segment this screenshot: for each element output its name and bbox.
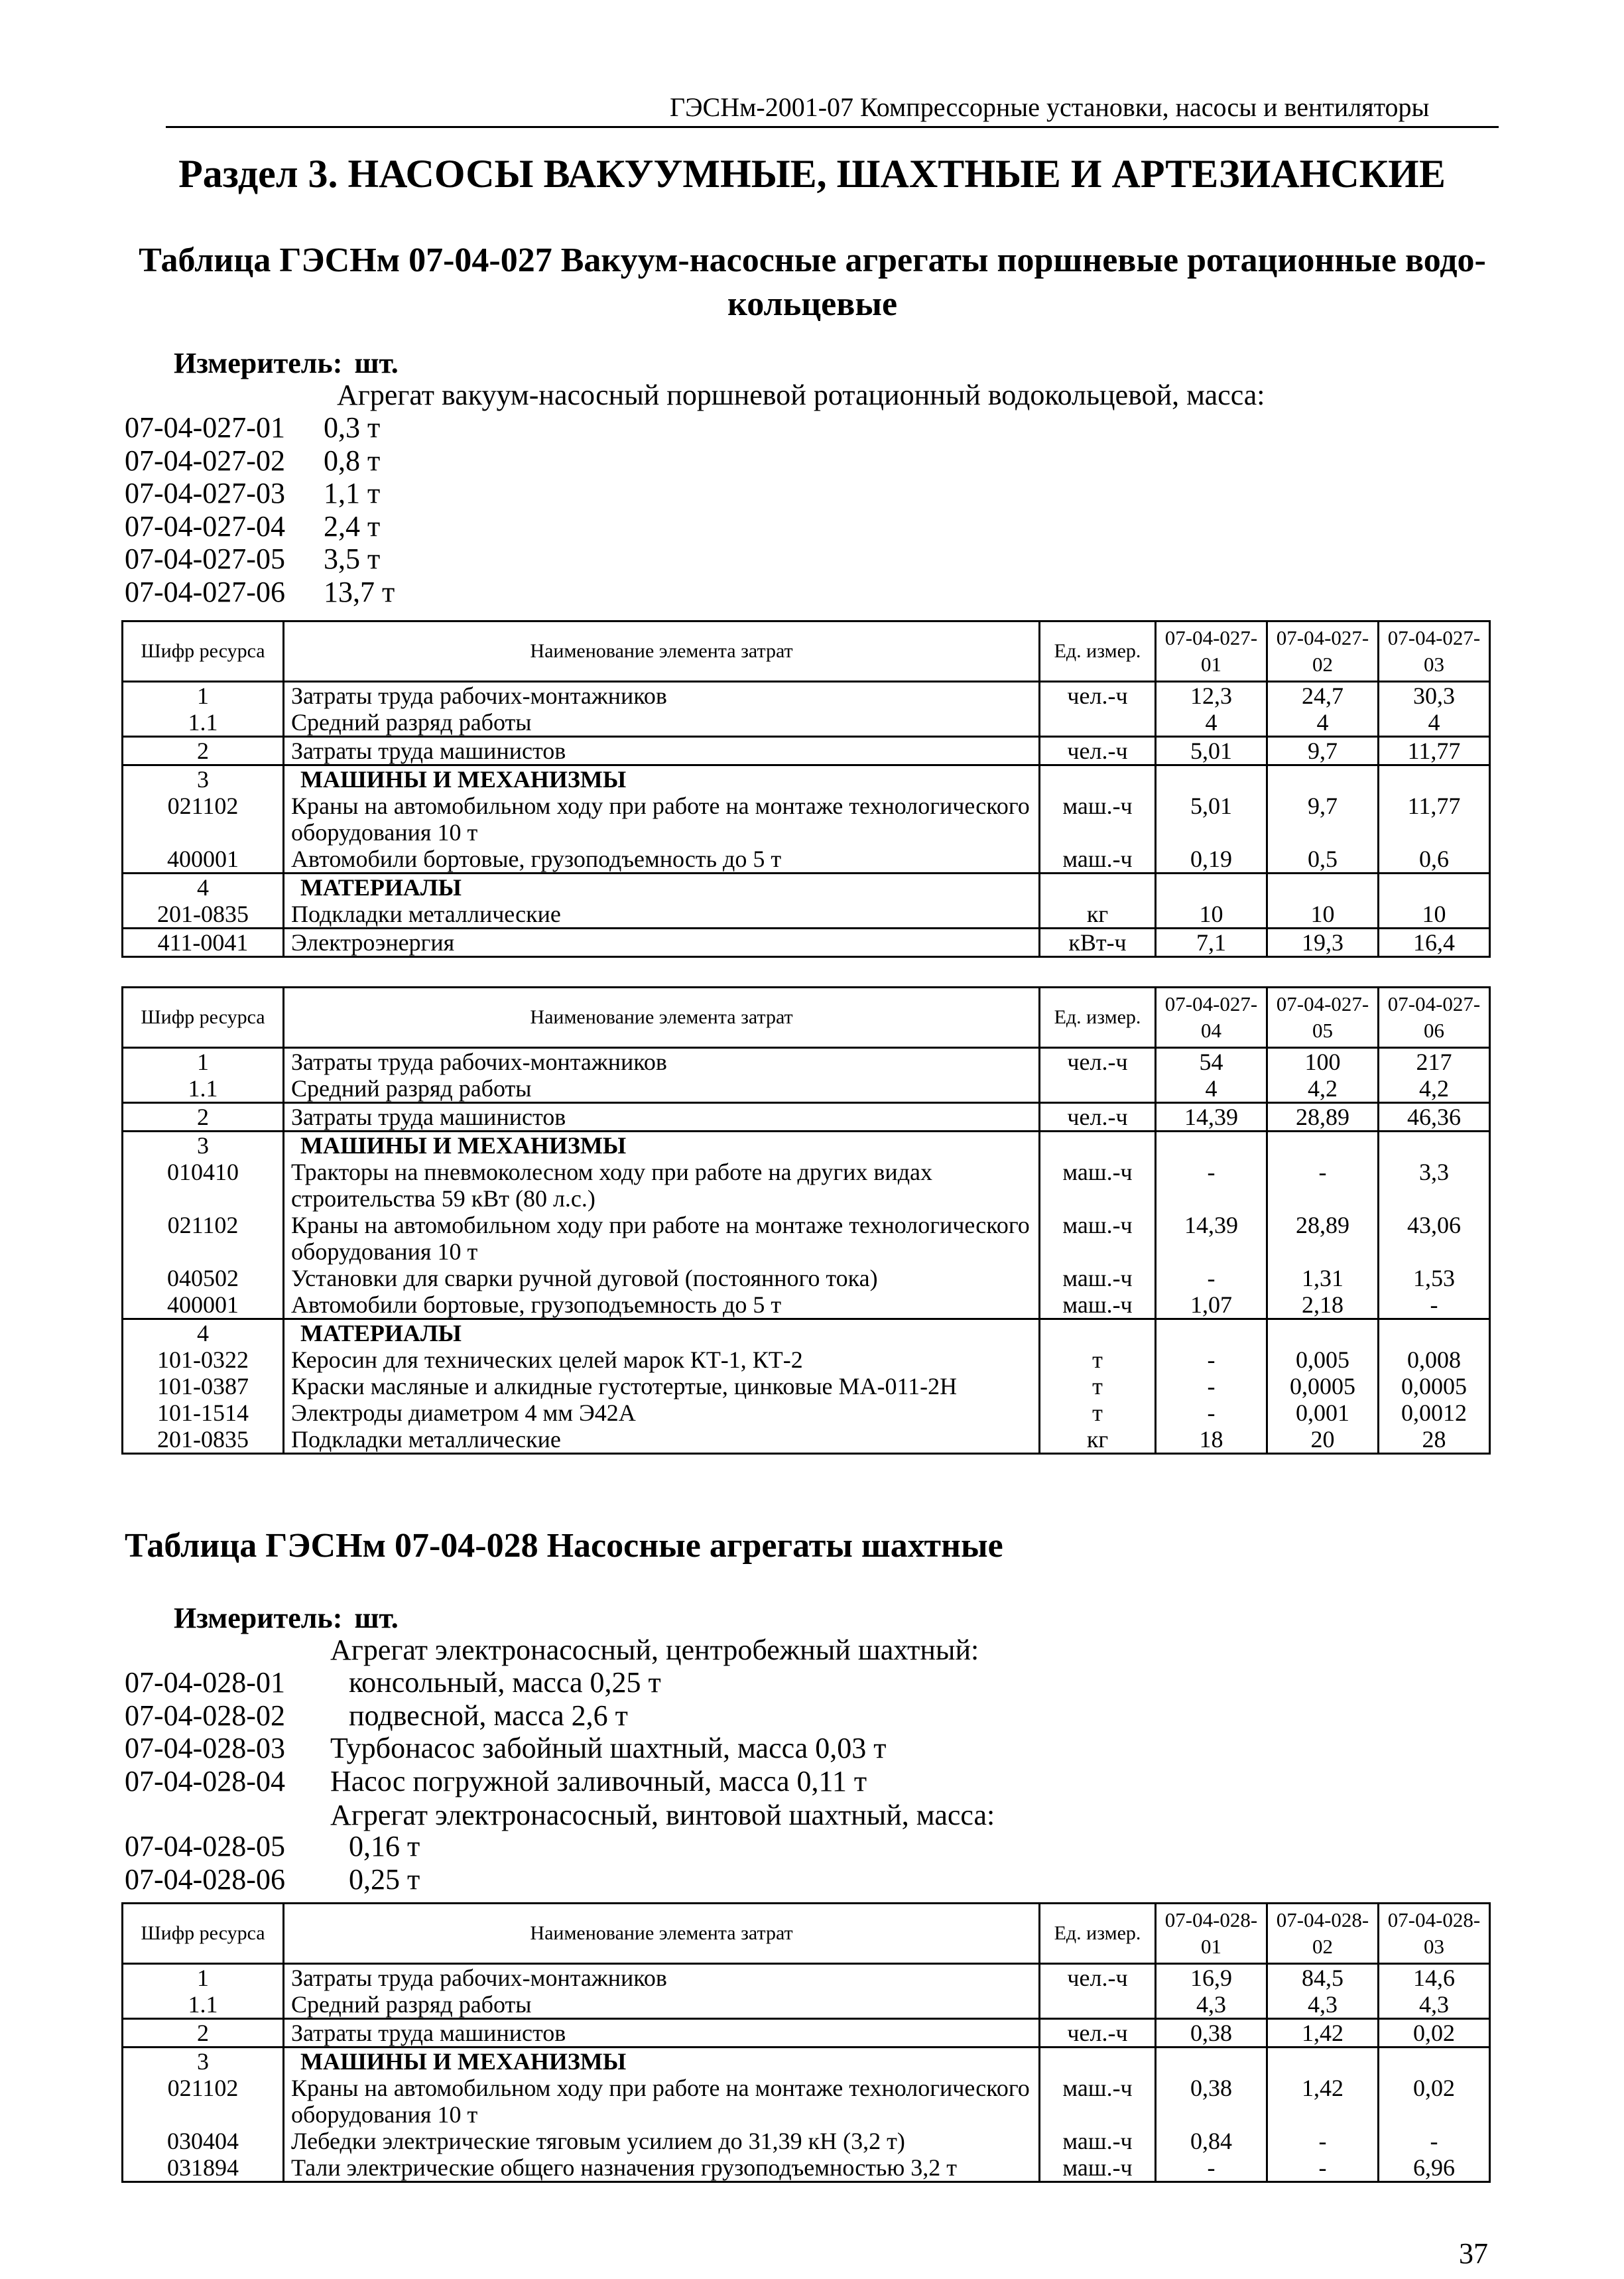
table-row — [123, 793, 1490, 846]
row-value-2: 0,005 — [1267, 1346, 1379, 1373]
row-value-3: 46,36 — [1379, 1103, 1490, 1132]
row-value-2 — [1267, 2048, 1379, 2075]
row-name: Подкладки металлические — [284, 901, 1040, 929]
row-value-1: 0,38 — [1156, 2019, 1267, 2048]
row-value-3: 0,0012 — [1379, 1400, 1490, 1426]
row-code: 2 — [123, 1103, 284, 1132]
row-value-3 — [1379, 1132, 1490, 1159]
col-header-norm-3: 07-04-027-06 — [1379, 988, 1490, 1048]
row-value-2: 28,89 — [1267, 1212, 1379, 1265]
row-code: 201-0835 — [123, 1426, 284, 1454]
row-code: 400001 — [123, 846, 284, 874]
row-value-2 — [1267, 765, 1379, 793]
row-unit: маш.-ч — [1040, 1212, 1156, 1265]
table-row — [123, 1212, 1490, 1265]
row-unit — [1040, 2048, 1156, 2075]
row-value-3: 30,3 — [1379, 682, 1490, 710]
row-value-3: 3,3 — [1379, 1159, 1490, 1212]
code: 07-04-028-05 — [125, 1830, 285, 1862]
col-header-norm-2: 07-04-028-02 — [1267, 1904, 1379, 1964]
row-name: Тали электрические общего назначения грузоподъемностью 3,2 т — [284, 2154, 1040, 2182]
row-name: Тракторы на пневмоколесном ходу при работе на других видах строительства 59 кВт (80 л.с.) — [284, 1159, 1040, 1212]
code: 07-04-027-06 — [125, 575, 285, 608]
row-code: 1.1 — [123, 709, 284, 737]
row-value-2: 1,31 — [1267, 1265, 1379, 1291]
row-value-1 — [1156, 1319, 1267, 1347]
table-row — [123, 1426, 1490, 1454]
col-header-unit: Ед. измер. — [1040, 988, 1156, 1048]
row-name: Автомобили бортовые, грузоподъемность до 5 т — [284, 846, 1040, 874]
measure-unit: шт. — [354, 1602, 399, 1634]
row-unit: чел.-ч — [1040, 1964, 1156, 1992]
row-unit — [1040, 709, 1156, 737]
row-value-1: 4,3 — [1156, 1991, 1267, 2019]
table-row — [123, 929, 1490, 957]
row-value-3: 1,53 — [1379, 1265, 1490, 1291]
row-name: Электроды диаметром 4 мм Э42А — [284, 1400, 1040, 1426]
row-value-2: - — [1267, 1159, 1379, 1212]
row-name: Затраты труда машинистов — [284, 737, 1040, 765]
row-code: 010410 — [123, 1159, 284, 1212]
row-value-2: 100 — [1267, 1048, 1379, 1076]
table-row — [123, 846, 1490, 874]
table-row — [123, 2075, 1490, 2128]
code-row — [125, 1732, 1060, 1765]
row-name: Подкладки металлические — [284, 1426, 1040, 1454]
row-value-1: - — [1156, 2154, 1267, 2182]
row-code: 021102 — [123, 1212, 284, 1265]
row-value-1: 0,19 — [1156, 846, 1267, 874]
row-code: 4 — [123, 1319, 284, 1347]
row-code: 1 — [123, 682, 284, 710]
code-value: Турбонасос забойный шахтный, масса 0,03 т — [330, 1732, 887, 1764]
row-value-2: 24,7 — [1267, 682, 1379, 710]
row-value-1: 4 — [1156, 709, 1267, 737]
row-value-1: 12,3 — [1156, 682, 1267, 710]
row-unit: маш.-ч — [1040, 846, 1156, 874]
code-row — [125, 444, 655, 478]
row-value-1: 4 — [1156, 1075, 1267, 1103]
row-name: МАТЕРИАЛЫ — [284, 1319, 1040, 1347]
row-value-1: - — [1156, 1265, 1267, 1291]
row-value-2 — [1267, 1132, 1379, 1159]
row-value-2: - — [1267, 2154, 1379, 2182]
row-value-1: - — [1156, 1346, 1267, 1373]
code-value: 2,4 т — [324, 509, 381, 543]
row-value-1 — [1156, 2048, 1267, 2075]
row-value-3: 0,02 — [1379, 2019, 1490, 2048]
row-value-3: 28 — [1379, 1426, 1490, 1454]
table-group-row — [123, 2048, 1490, 2075]
code-value: 0,16 т — [349, 1830, 420, 1862]
row-value-3 — [1379, 874, 1490, 901]
row-value-3: 4,3 — [1379, 1991, 1490, 2019]
table2-title: Таблица ГЭСНм 07-04-028 Насосные агрегаты шахтные — [125, 1527, 1003, 1565]
row-name: Краски масляные и алкидные густотертые, цинковые МА-011-2Н — [284, 1373, 1040, 1400]
row-value-1: 7,1 — [1156, 929, 1267, 957]
col-header-norm-1: 07-04-027-04 — [1156, 988, 1267, 1048]
row-value-1: - — [1156, 1400, 1267, 1426]
row-unit: маш.-ч — [1040, 2154, 1156, 2182]
row-code: 3 — [123, 1132, 284, 1159]
table-row — [123, 1346, 1490, 1373]
row-value-2 — [1267, 874, 1379, 901]
code: 07-04-028-04 — [125, 1764, 285, 1797]
row-value-2: 19,3 — [1267, 929, 1379, 957]
table-row — [123, 1075, 1490, 1103]
page-number: 37 — [1459, 2237, 1488, 2270]
row-value-2: 20 — [1267, 1426, 1379, 1454]
code-row — [125, 411, 655, 444]
row-name: Затраты труда рабочих-монтажников — [284, 682, 1040, 710]
row-value-2: 2,18 — [1267, 1291, 1379, 1319]
resource-table-027-a — [121, 620, 1491, 958]
row-value-3: 6,96 — [1379, 2154, 1490, 2182]
code: 07-04-027-03 — [125, 477, 285, 509]
col-header-code: Шифр ресурса — [123, 988, 284, 1048]
row-code: 101-0322 — [123, 1346, 284, 1373]
row-value-3: 217 — [1379, 1048, 1490, 1076]
row-value-1: 14,39 — [1156, 1212, 1267, 1265]
row-code: 021102 — [123, 2075, 284, 2128]
code: 07-04-028-03 — [125, 1732, 285, 1764]
row-unit: кВт-ч — [1040, 929, 1156, 957]
row-value-3 — [1379, 765, 1490, 793]
table-row — [123, 901, 1490, 929]
row-value-2: 9,7 — [1267, 737, 1379, 765]
row-value-2: 28,89 — [1267, 1103, 1379, 1132]
row-value-3: 0,0005 — [1379, 1373, 1490, 1400]
section-title: Раздел 3. НАСОСЫ ВАКУУМНЫЕ, ШАХТНЫЕ И АРТЕЗИАНСКИЕ — [178, 152, 1446, 196]
row-code: 030404 — [123, 2128, 284, 2154]
table-row — [123, 1964, 1490, 1992]
row-value-3: 4,2 — [1379, 1075, 1490, 1103]
code: 07-04-028-06 — [125, 1862, 285, 1896]
row-name: Краны на автомобильном ходу при работе на монтаже технологического оборудования 10 т — [284, 793, 1040, 846]
row-code: 400001 — [123, 1291, 284, 1319]
table1-measure — [174, 346, 399, 380]
col-header-unit: Ед. измер. — [1040, 1904, 1156, 1964]
row-unit: чел.-ч — [1040, 682, 1156, 710]
row-value-1: 18 — [1156, 1426, 1267, 1454]
row-value-1: 0,38 — [1156, 2075, 1267, 2128]
row-value-2: 84,5 — [1267, 1964, 1379, 1992]
row-name: МАТЕРИАЛЫ — [284, 874, 1040, 901]
row-name: Электроэнергия — [284, 929, 1040, 957]
row-name: Керосин для технических целей марок КТ-1, КТ-2 — [284, 1346, 1040, 1373]
row-unit: кг — [1040, 901, 1156, 929]
table-row — [123, 2019, 1490, 2048]
row-code: 1.1 — [123, 1075, 284, 1103]
row-value-1 — [1156, 874, 1267, 901]
row-name: Затраты труда рабочих-монтажников — [284, 1964, 1040, 1992]
code-row — [125, 576, 655, 609]
row-name: Средний разряд работы — [284, 1991, 1040, 2019]
row-unit: маш.-ч — [1040, 793, 1156, 846]
row-unit — [1040, 765, 1156, 793]
table-row — [123, 737, 1490, 765]
row-value-3: 0,008 — [1379, 1346, 1490, 1373]
row-value-3: - — [1379, 2128, 1490, 2154]
code-value: 1,1 т — [324, 477, 381, 509]
running-header: ГЭСНм-2001-07 Компрессорные установки, насосы и вентиляторы — [670, 92, 1430, 122]
row-value-2: 9,7 — [1267, 793, 1379, 846]
code-row — [125, 543, 655, 576]
col-header-code: Шифр ресурса — [123, 1904, 284, 1964]
row-unit: маш.-ч — [1040, 2128, 1156, 2154]
row-value-3: 0,02 — [1379, 2075, 1490, 2128]
code: 07-04-027-02 — [125, 444, 285, 477]
table-group-row — [123, 765, 1490, 793]
row-value-3: 10 — [1379, 901, 1490, 929]
table2-measure — [174, 1601, 399, 1635]
measure-label: Измеритель: — [174, 347, 343, 379]
row-code: 201-0835 — [123, 901, 284, 929]
table-row — [123, 709, 1490, 737]
row-name: Средний разряд работы — [284, 1075, 1040, 1103]
col-header-norm-3: 07-04-028-03 — [1379, 1904, 1490, 1964]
row-unit — [1040, 874, 1156, 901]
row-unit: т — [1040, 1346, 1156, 1373]
col-header-norm-2: 07-04-027-02 — [1267, 621, 1379, 682]
col-header-norm-1: 07-04-027-01 — [1156, 621, 1267, 682]
row-name: МАШИНЫ И МЕХАНИЗМЫ — [284, 1132, 1040, 1159]
code: 07-04-027-05 — [125, 543, 285, 575]
row-name: Краны на автомобильном ходу при работе на монтаже технологического оборудования 10 т — [284, 1212, 1040, 1265]
row-code: 1 — [123, 1048, 284, 1076]
table-row — [123, 1373, 1490, 1400]
table-row — [123, 1159, 1490, 1212]
row-value-2: 4 — [1267, 709, 1379, 737]
code-row — [125, 1863, 1060, 1896]
row-value-2: 10 — [1267, 901, 1379, 929]
row-name: МАШИНЫ И МЕХАНИЗМЫ — [284, 2048, 1040, 2075]
row-value-1: 0,84 — [1156, 2128, 1267, 2154]
code: 07-04-028-01 — [125, 1666, 285, 1699]
col-header-code: Шифр ресурса — [123, 621, 284, 682]
row-code: 021102 — [123, 793, 284, 846]
col-header-name: Наименование элемента затрат — [284, 988, 1040, 1048]
row-value-3: 11,77 — [1379, 737, 1490, 765]
code-value: 3,5 т — [324, 543, 381, 575]
row-code: 2 — [123, 737, 284, 765]
col-header-name: Наименование элемента затрат — [284, 1904, 1040, 1964]
row-name: Установки для сварки ручной дуговой (постоянного тока) — [284, 1265, 1040, 1291]
table1-code-list — [125, 411, 655, 608]
row-name: Средний разряд работы — [284, 709, 1040, 737]
resource-table-027-b — [121, 986, 1491, 1455]
row-value-2: 4,2 — [1267, 1075, 1379, 1103]
row-value-1: 5,01 — [1156, 737, 1267, 765]
table-row — [123, 1991, 1490, 2019]
row-unit: чел.-ч — [1040, 1048, 1156, 1076]
row-value-1: 16,9 — [1156, 1964, 1267, 1992]
row-unit — [1040, 1132, 1156, 1159]
row-value-3 — [1379, 2048, 1490, 2075]
table-row — [123, 1048, 1490, 1076]
code-value: Насос погружной заливочный, масса 0,11 т — [330, 1764, 867, 1797]
row-unit: чел.-ч — [1040, 1103, 1156, 1132]
table1-title — [133, 239, 1492, 326]
row-value-1: - — [1156, 1373, 1267, 1400]
row-value-1 — [1156, 1132, 1267, 1159]
row-name: Краны на автомобильном ходу при работе на монтаже технологического оборудования 10 т — [284, 2075, 1040, 2128]
row-name: Затраты труда машинистов — [284, 2019, 1040, 2048]
row-unit: чел.-ч — [1040, 737, 1156, 765]
row-unit — [1040, 1075, 1156, 1103]
code: 07-04-028-02 — [125, 1699, 285, 1732]
row-value-1: 14,39 — [1156, 1103, 1267, 1132]
row-value-3: - — [1379, 1291, 1490, 1319]
code-row — [125, 1830, 1060, 1863]
table-row — [123, 2128, 1490, 2154]
row-unit: маш.-ч — [1040, 1159, 1156, 1212]
table2-description-2: Агрегат электронасосный, винтовой шахтный, масса: — [330, 1799, 995, 1831]
row-value-2: 0,001 — [1267, 1400, 1379, 1426]
row-value-2: 1,42 — [1267, 2019, 1379, 2048]
table1-description: Агрегат вакуум-насосный поршневой ротационный водокольцевой, масса: — [337, 379, 1265, 411]
col-header-norm-1: 07-04-028-01 — [1156, 1904, 1267, 1964]
row-value-1: 10 — [1156, 901, 1267, 929]
row-code: 040502 — [123, 1265, 284, 1291]
row-name: Затраты труда машинистов — [284, 1103, 1040, 1132]
row-code: 101-0387 — [123, 1373, 284, 1400]
row-value-3 — [1379, 1319, 1490, 1347]
row-unit — [1040, 1319, 1156, 1347]
code-row — [125, 1699, 1060, 1732]
resource-table-028 — [121, 1902, 1491, 2183]
measure-label: Измеритель: — [174, 1602, 343, 1634]
code-value: консольный, масса 0,25 т — [349, 1666, 661, 1699]
row-unit: т — [1040, 1400, 1156, 1426]
row-code: 3 — [123, 765, 284, 793]
row-unit: кг — [1040, 1426, 1156, 1454]
row-name: Затраты труда рабочих-монтажников — [284, 1048, 1040, 1076]
table-group-row — [123, 1132, 1490, 1159]
code-value: 0,3 т — [324, 411, 381, 444]
row-name: Автомобили бортовые, грузоподъемность до 5 т — [284, 1291, 1040, 1319]
col-header-name: Наименование элемента затрат — [284, 621, 1040, 682]
row-value-1: 1,07 — [1156, 1291, 1267, 1319]
table-row — [123, 2154, 1490, 2182]
code-value: 0,8 т — [324, 444, 381, 477]
row-code: 1.1 — [123, 1991, 284, 2019]
row-name: МАШИНЫ И МЕХАНИЗМЫ — [284, 765, 1040, 793]
code-row — [125, 510, 655, 543]
row-value-3: 43,06 — [1379, 1212, 1490, 1265]
code-row — [125, 477, 655, 510]
row-code: 031894 — [123, 2154, 284, 2182]
table1-title-line1: Таблица ГЭСНм 07-04-027 Вакуум-насосные агрегаты поршневые ротационные водо- — [139, 241, 1486, 279]
table1-title-line2: кольцевые — [727, 285, 898, 323]
row-value-1: 5,01 — [1156, 793, 1267, 846]
row-unit: маш.-ч — [1040, 1291, 1156, 1319]
table-row — [123, 682, 1490, 710]
table-row — [123, 1400, 1490, 1426]
table2-code-list — [125, 1666, 1060, 1896]
row-name: Лебедки электрические тяговым усилием до 31,39 кН (3,2 т) — [284, 2128, 1040, 2154]
code-value: 13,7 т — [324, 575, 395, 608]
table-row — [123, 1103, 1490, 1132]
code-value: подвесной, масса 2,6 т — [349, 1699, 628, 1732]
row-value-1: - — [1156, 1159, 1267, 1212]
table-row — [123, 1265, 1490, 1291]
row-value-3: 11,77 — [1379, 793, 1490, 846]
header-rule — [166, 126, 1499, 128]
row-code: 411-0041 — [123, 929, 284, 957]
row-code: 3 — [123, 2048, 284, 2075]
row-value-2: 0,5 — [1267, 846, 1379, 874]
row-unit: т — [1040, 1373, 1156, 1400]
row-value-1: 54 — [1156, 1048, 1267, 1076]
row-unit: маш.-ч — [1040, 2075, 1156, 2128]
code: 07-04-027-01 — [125, 411, 285, 444]
code-row — [125, 1666, 1060, 1699]
col-header-norm-2: 07-04-027-05 — [1267, 988, 1379, 1048]
table-group-row — [123, 874, 1490, 901]
col-header-norm-3: 07-04-027-03 — [1379, 621, 1490, 682]
row-value-3: 14,6 — [1379, 1964, 1490, 1992]
table-group-row — [123, 1319, 1490, 1347]
row-value-1 — [1156, 765, 1267, 793]
row-unit: чел.-ч — [1040, 2019, 1156, 2048]
row-code: 2 — [123, 2019, 284, 2048]
code: 07-04-027-04 — [125, 509, 285, 543]
table2-description-1: Агрегат электронасосный, центробежный шахтный: — [330, 1634, 979, 1666]
row-code: 4 — [123, 874, 284, 901]
row-value-3: 0,6 — [1379, 846, 1490, 874]
row-value-2: - — [1267, 2128, 1379, 2154]
row-value-3: 4 — [1379, 709, 1490, 737]
row-value-2: 1,42 — [1267, 2075, 1379, 2128]
row-value-2: 4,3 — [1267, 1991, 1379, 2019]
row-unit: маш.-ч — [1040, 1265, 1156, 1291]
measure-unit: шт. — [354, 347, 399, 379]
code-value: 0,25 т — [349, 1862, 420, 1896]
table-row — [123, 1291, 1490, 1319]
row-value-2: 0,0005 — [1267, 1373, 1379, 1400]
row-value-3: 16,4 — [1379, 929, 1490, 957]
row-code: 101-1514 — [123, 1400, 284, 1426]
row-unit — [1040, 1991, 1156, 2019]
col-header-unit: Ед. измер. — [1040, 621, 1156, 682]
code-row — [125, 1765, 1060, 1798]
row-code: 1 — [123, 1964, 284, 1992]
row-value-2 — [1267, 1319, 1379, 1347]
